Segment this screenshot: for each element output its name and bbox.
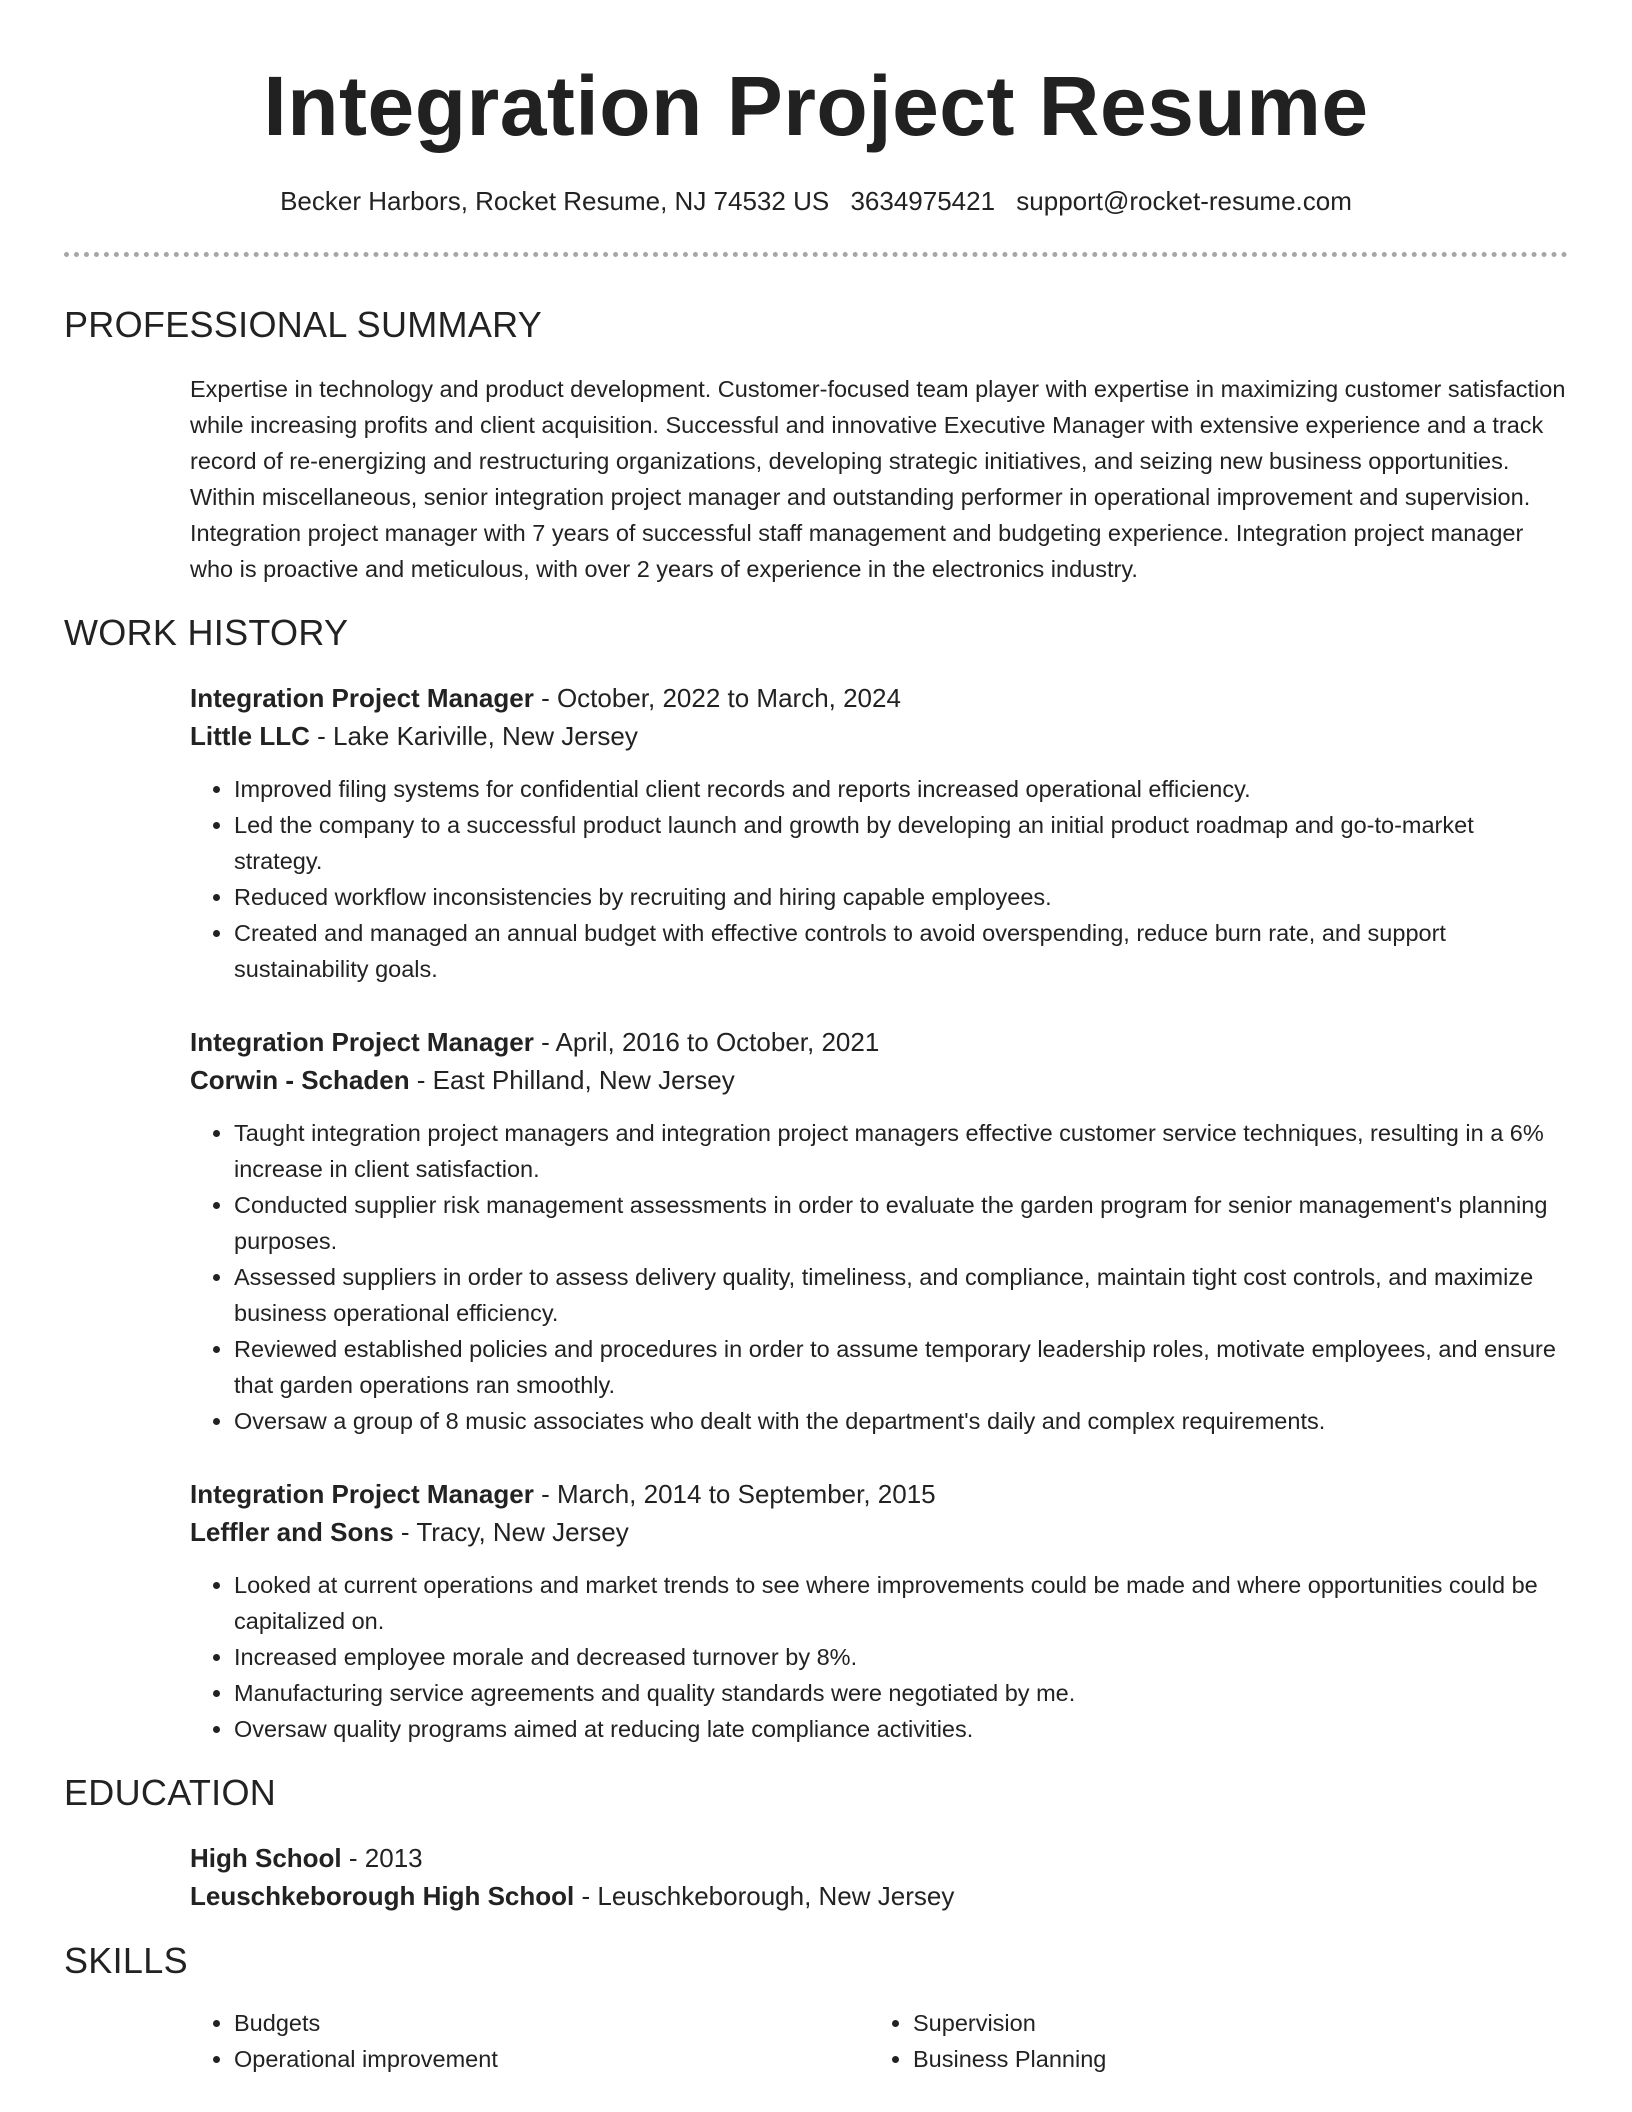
job-bullet: • Increased employee morale and decreased turnover by 8%. bbox=[234, 1639, 1568, 1675]
education-section bbox=[190, 1839, 1568, 1915]
email-text: support@rocket-resume.com bbox=[1016, 186, 1352, 216]
resume-page bbox=[64, 0, 1568, 2077]
degree-line bbox=[190, 1839, 1568, 1877]
address-text: Becker Harbors, Rocket Resume, NJ 74532 US bbox=[280, 186, 830, 216]
job-bullet: • Oversaw a group of 8 music associates who dealt with the department's daily and complex requirements. bbox=[234, 1403, 1568, 1439]
phone-text: 3634975421 bbox=[850, 186, 996, 216]
job-title-line bbox=[190, 1023, 1568, 1061]
job-dates: - April, 2016 to October, 2021 bbox=[533, 1027, 880, 1057]
job-company-line bbox=[190, 1061, 1568, 1099]
job-bullet: • Improved filing systems for confidential client records and reports increased operational efficiency. bbox=[234, 771, 1568, 807]
job-bullet: • Assessed suppliers in order to assess delivery quality, timeliness, and compliance, maintain tight cost controls, and maximize business operational efficiency. bbox=[234, 1259, 1568, 1331]
resume-title: Integration Project Resume bbox=[263, 59, 1369, 153]
skill-item: • Business Planning bbox=[913, 2041, 1548, 2077]
job-bullets bbox=[190, 771, 1568, 987]
job-title: Integration Project Manager bbox=[190, 683, 534, 713]
job-company-line bbox=[190, 1513, 1568, 1551]
company-location: - Tracy, New Jersey bbox=[393, 1517, 629, 1547]
summary-section bbox=[190, 371, 1568, 587]
job-bullet: • Reduced workflow inconsistencies by recruiting and hiring capable employees. bbox=[234, 879, 1568, 915]
job-company-line bbox=[190, 717, 1568, 755]
job-bullet: • Oversaw quality programs aimed at reducing late compliance activities. bbox=[234, 1711, 1568, 1747]
header-divider bbox=[64, 252, 1568, 257]
job-bullet: • Looked at current operations and market trends to see where improvements could be made and where opportunities could be capitalized on. bbox=[234, 1567, 1568, 1639]
school-location: - Leuschkeborough, New Jersey bbox=[574, 1881, 955, 1911]
education-heading: EDUCATION bbox=[64, 1772, 277, 1813]
company-location: - Lake Kariville, New Jersey bbox=[309, 721, 638, 751]
degree-name: High School bbox=[190, 1843, 342, 1873]
job-bullet: • Conducted supplier risk management assessments in order to evaluate the garden program for senior management's planning purposes. bbox=[234, 1187, 1568, 1259]
skills-list-right bbox=[869, 2005, 1548, 2077]
summary-text: Expertise in technology and product development. Customer-focused team player with expertise in maximizing customer satisfaction while increasing profits and client acquisition. Successful and innovative Executive Manager with extensive experience and a track record of re-energizing and restructuring organizations, developing strategic initiatives, and seizing new business opportunities. Within miscellaneous, senior integration project manager and outstanding performer in operational improvement and supervision. Integration project manager with 7 years of successful staff management and budgeting experience. Integration project manager who is proactive and meticulous, with over 2 years of experience in the electronics industry. bbox=[190, 376, 1566, 582]
school-line bbox=[190, 1877, 1568, 1915]
job-title-line bbox=[190, 679, 1568, 717]
job-bullets bbox=[190, 1115, 1568, 1439]
job-title-line bbox=[190, 1475, 1568, 1513]
company-name: Leffler and Sons bbox=[190, 1517, 394, 1547]
summary-heading: PROFESSIONAL SUMMARY bbox=[64, 304, 543, 345]
skill-item: • Budgets bbox=[234, 2005, 869, 2041]
skills-heading: SKILLS bbox=[64, 1940, 188, 1981]
work-history-heading: WORK HISTORY bbox=[64, 612, 349, 653]
graduation-year: - 2013 bbox=[341, 1843, 423, 1873]
company-name: Corwin - Schaden bbox=[190, 1065, 410, 1095]
skill-item: • Supervision bbox=[913, 2005, 1548, 2041]
job-bullet: • Led the company to a successful product launch and growth by developing an initial product roadmap and go-to-market strategy. bbox=[234, 807, 1568, 879]
skills-section bbox=[190, 2005, 1568, 2077]
job-bullet: • Created and managed an annual budget with effective controls to avoid overspending, reduce burn rate, and support sustainability goals. bbox=[234, 915, 1568, 987]
job-bullet: • Taught integration project managers and integration project managers effective customer service techniques, resulting in a 6% increase in client satisfaction. bbox=[234, 1115, 1568, 1187]
skill-item: • Operational improvement bbox=[234, 2041, 869, 2077]
job-entry bbox=[190, 679, 1568, 987]
school-name: Leuschkeborough High School bbox=[190, 1881, 575, 1911]
job-entry bbox=[190, 1475, 1568, 1747]
company-name: Little LLC bbox=[190, 721, 310, 751]
job-bullet: • Manufacturing service agreements and quality standards were negotiated by me. bbox=[234, 1675, 1568, 1711]
job-title: Integration Project Manager bbox=[190, 1479, 534, 1509]
skills-list-left bbox=[190, 2005, 869, 2077]
job-title: Integration Project Manager bbox=[190, 1027, 534, 1057]
company-location: - East Philland, New Jersey bbox=[409, 1065, 735, 1095]
job-dates: - March, 2014 to September, 2015 bbox=[533, 1479, 936, 1509]
job-entry bbox=[190, 1023, 1568, 1439]
job-dates: - October, 2022 to March, 2024 bbox=[533, 683, 901, 713]
job-bullets bbox=[190, 1567, 1568, 1747]
work-history-section bbox=[190, 679, 1568, 1747]
job-bullet: • Reviewed established policies and procedures in order to assume temporary leadership roles, motivate employees, and ensure that garden operations ran smoothly. bbox=[234, 1331, 1568, 1403]
contact-info bbox=[64, 184, 1568, 218]
